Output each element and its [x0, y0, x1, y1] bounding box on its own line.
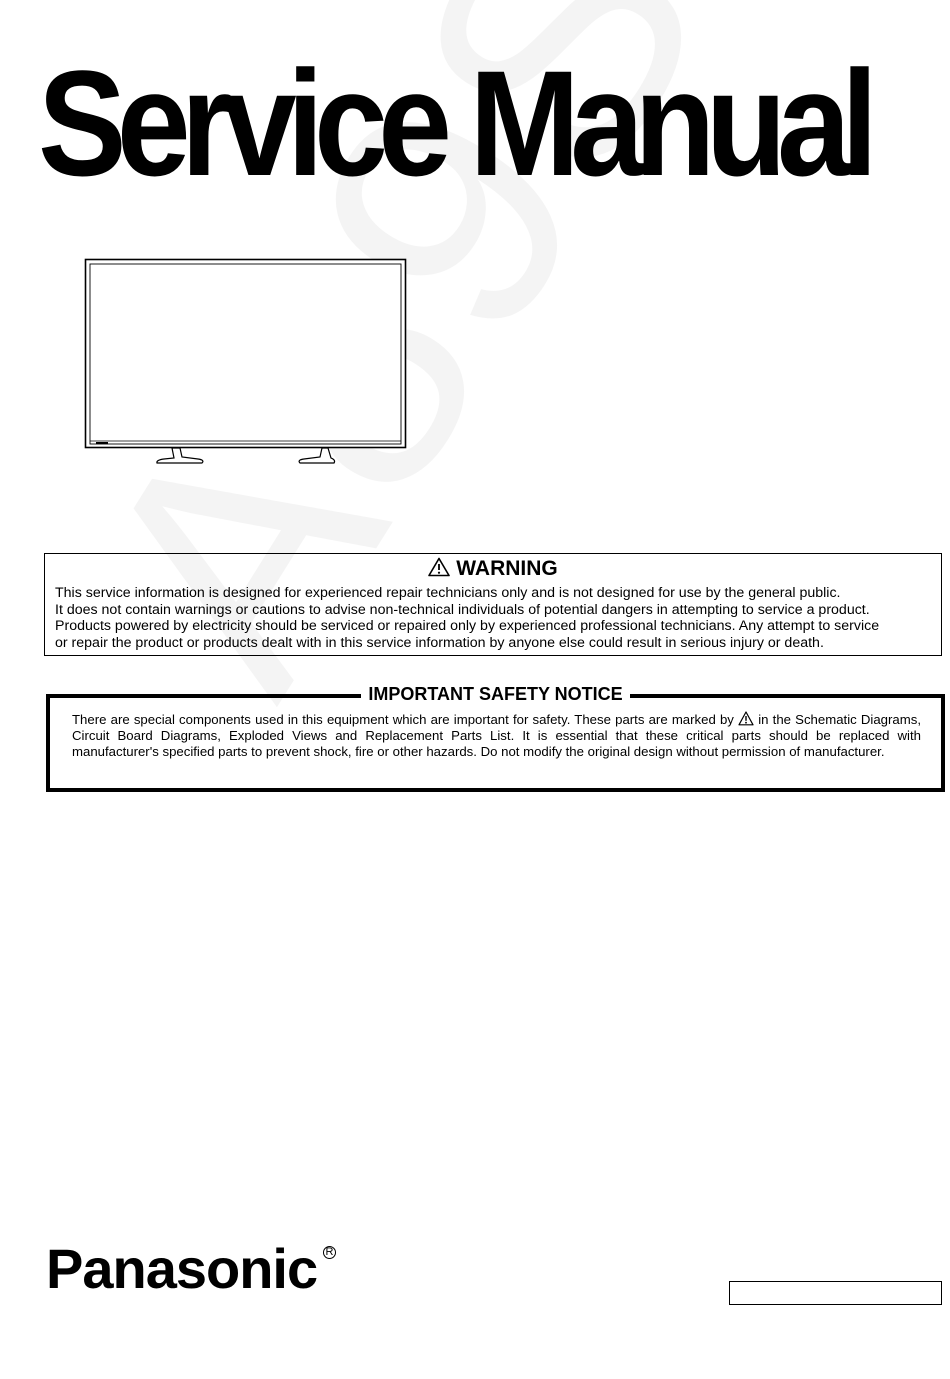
safety-text-part-1: There are special components used in this equipment which are important for safety. These parts are marked by — [72, 712, 734, 727]
safety-text-part-2: in the Schematic Diagrams, Circuit Board Diagrams, Exploded Views and Replacement Parts List. It is essential that these critical parts should be replaced with manufacturer's specified parts to prevent shock, fire or other hazards. Do not modify the original design without permission of manufacturer. — [72, 712, 921, 759]
safety-notice-heading-text: IMPORTANT SAFETY NOTICE — [361, 684, 629, 704]
warning-heading — [45, 557, 941, 581]
registered-mark: R — [323, 1246, 336, 1259]
warning-triangle-icon — [738, 711, 754, 726]
warning-line: It does not contain warnings or cautions to advise non-technical individuals of potential dangers in attempting to service a product. — [55, 601, 870, 618]
warning-line: Products powered by electricity should be serviced or repaired only by experienced professional technicians. Any attempt to service — [55, 618, 880, 635]
warning-heading-text: WARNING — [456, 557, 558, 580]
document-title: Service Manual — [38, 39, 869, 207]
safety-notice-heading — [50, 684, 941, 705]
safety-notice-box — [46, 684, 945, 792]
tv-illustration — [84, 258, 409, 470]
warning-line: This service information is designed for experienced repair technicians only and is not designed for use by the general public. — [55, 585, 841, 601]
warning-line: or repair the product or products dealt with in this service information by anyone else could result in serious injury or death. — [55, 634, 824, 651]
warning-triangle-icon — [428, 557, 450, 577]
model-number-box — [729, 1281, 942, 1305]
warning-box — [44, 553, 942, 656]
brand-logo: Panasonic — [46, 1237, 318, 1300]
warning-body — [55, 585, 879, 651]
safety-notice-body — [72, 711, 921, 760]
